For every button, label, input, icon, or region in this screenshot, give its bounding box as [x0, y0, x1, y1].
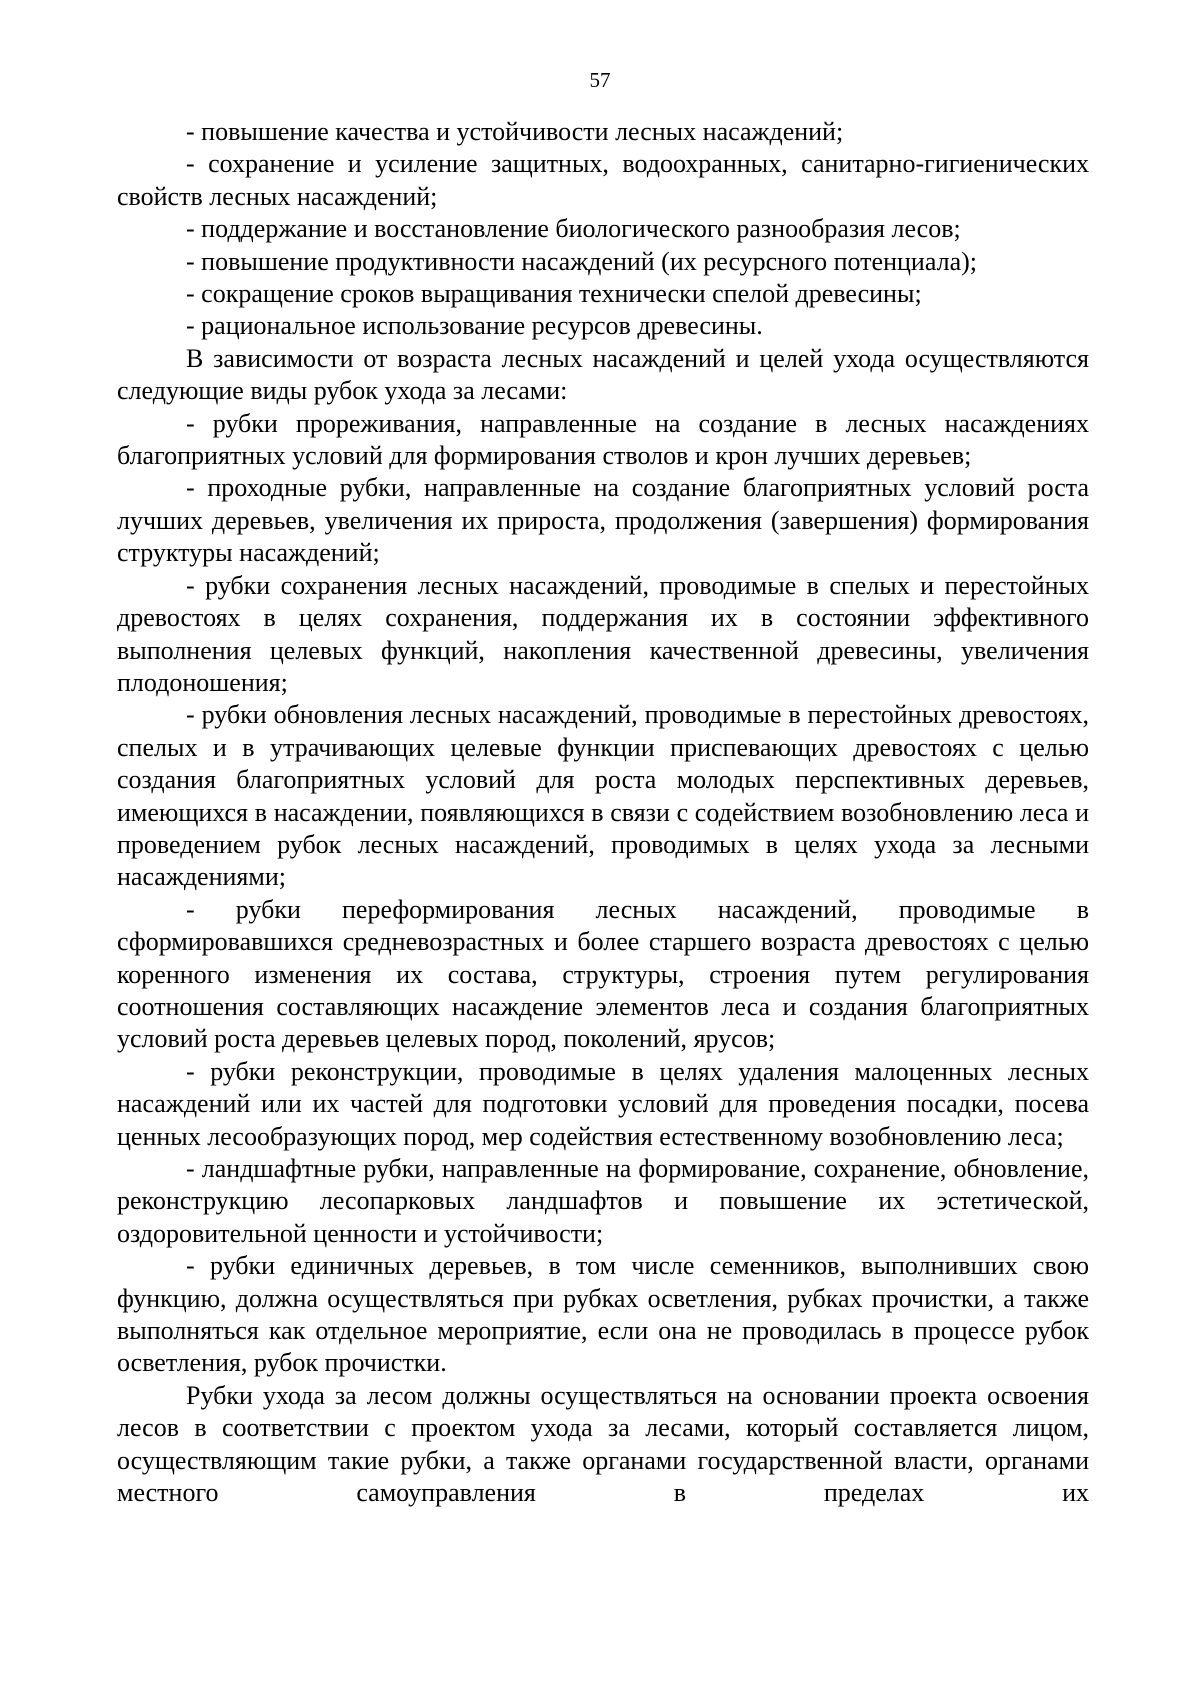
- paragraph: - рубки обновления лесных насаждений, проводимые в перестойных древостоях, спелых и в утрачивающих целевые функции приспевающих древостоях с целью создания благоприятных условий для роста молодых перспективных деревьев, имеющихся в насаждении, появляющихся в связи с содействием возобновлению леса и проведением рубок лесных насаждений, проводимых в целях ухода за лесными насаждениями;: [117, 700, 1089, 892]
- page-number: 57: [589, 68, 611, 92]
- paragraph: - сокращение сроков выращивания технически спелой древесины;: [186, 279, 922, 309]
- paragraph: - рубки реконструкции, проводимые в целях удаления малоценных лесных насаждений или их частей для подготовки условий для проведения посадки, посева ценных лесообразующих пород, мер содействия естественному возобновлению леса;: [117, 1056, 1089, 1151]
- paragraph: - поддержание и восстановление биологического разнообразия лесов;: [186, 214, 961, 244]
- paragraph: - проходные рубки, направленные на создание благоприятных условий роста лучших деревьев, увеличения их прироста, продолжения (завершения) формирования структуры насаждений;: [117, 473, 1089, 568]
- document-body: [117, 116, 1089, 1509]
- paragraph: - рубки прореживания, направленные на создание в лесных насаждениях благоприятных условий для формирования стволов и крон лучших деревьев;: [117, 408, 1089, 471]
- paragraph: В зависимости от возраста лесных насаждений и целей ухода осуществляются следующие виды рубок ухода за лесами:: [117, 343, 1089, 406]
- paragraph: - рубки переформирования лесных насаждений, проводимые в сформировавшихся средневозрастных и более старшего возраста древостоях с целью коренного изменения их состава, структуры, строения путем регулирования соотношения составляющих насаждение элементов леса и создания благоприятных условий роста деревьев целевых пород, поколений, ярусов;: [117, 894, 1089, 1054]
- paragraph: - рациональное использование ресурсов древесины.: [186, 311, 763, 341]
- paragraph: - сохранение и усиление защитных, водоохранных, санитарно-гигиенических свойств лесных насаждений;: [117, 149, 1089, 211]
- paragraph: - ландшафтные рубки, направленные на формирование, сохранение, обновление, реконструкцию лесопарковых ландшафтов и повышение их эстетической, оздоровительной ценности и устойчивости;: [117, 1154, 1089, 1248]
- paragraph: Рубки ухода за лесом должны осуществляться на основании проекта освоения лесов в соответствии с проектом ухода за лесами, который составляется лицом, осуществляющим такие рубки, а также органами государственной власти, органами местного самоуправления в пределах их: [117, 1380, 1089, 1508]
- paragraph: - повышение качества и устойчивости лесных насаждений;: [186, 117, 844, 146]
- paragraph: - рубки сохранения лесных насаждений, проводимые в спелых и перестойных древостоях в целях сохранения, поддержания их в состоянии эффективного выполнения целевых функций, накопления качественной древесины, увеличения плодоношения;: [117, 570, 1089, 697]
- paragraph: - рубки единичных деревьев, в том числе семенников, выполнивших свою функцию, должна осуществляться при рубках осветления, рубках прочистки, а также выполняться как отдельное мероприятие, если она не проводилась в процессе рубок осветления, рубок прочистки.: [117, 1251, 1089, 1378]
- paragraph: - повышение продуктивности насаждений (их ресурсного потенциала);: [186, 246, 977, 276]
